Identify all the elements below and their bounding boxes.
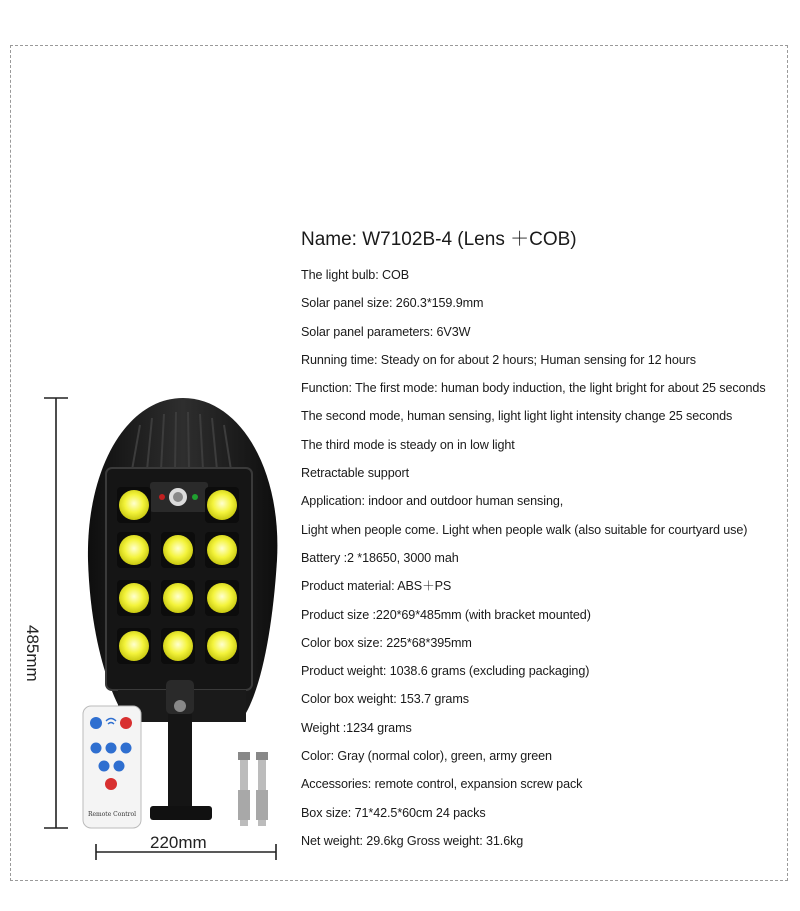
width-dimension-label: 220mm xyxy=(150,833,207,852)
product-name: Name: W7102B-4 (Lens ＋COB) xyxy=(301,229,577,250)
spec-line: Product size :220*69*485mm (with bracket mounted) xyxy=(301,607,591,622)
spec-line: Solar panel parameters: 6V3W xyxy=(301,324,471,339)
spec-list xyxy=(301,225,796,855)
spec-line: Box size: 71*42.5*60cm 24 packs xyxy=(301,805,486,820)
spec-line: Application: indoor and outdoor human sensing, xyxy=(301,494,564,509)
product-image xyxy=(0,0,300,911)
spec-line: Retractable support xyxy=(301,466,410,481)
spec-line: Function: The first mode: human body induction, the light bright for about 25 seconds xyxy=(301,381,766,396)
spec-line: Product material: ABS＋PS xyxy=(301,579,452,594)
height-dimension-label: 485mm xyxy=(23,625,42,682)
expansion-screws xyxy=(238,752,268,826)
spec-line: Solar panel size: 260.3*159.9mm xyxy=(301,296,484,311)
spec-line: Color: Gray (normal color), green, army green xyxy=(301,749,552,764)
spec-line: Weight :1234 grams xyxy=(301,720,412,735)
spec-line: The third mode is steady on in low light xyxy=(301,437,515,452)
spec-line: The second mode, human sensing, light light light intensity change 25 seconds xyxy=(301,409,733,424)
spec-line: The light bulb: COB xyxy=(301,268,410,282)
spec-line: Battery :2 *18650, 3000 mah xyxy=(301,550,459,565)
spec-line: Product weight: 1038.6 grams (excluding packaging) xyxy=(301,664,590,679)
spec-line: Running time: Steady on for about 2 hours; Human sensing for 12 hours xyxy=(301,352,696,367)
spec-line: Light when people come. Light when people walk (also suitable for courtyard use) xyxy=(301,522,748,537)
spec-line: Color box weight: 153.7 grams xyxy=(301,692,469,707)
spec-line: Net weight: 29.6kg Gross weight: 31.6kg xyxy=(301,833,524,848)
height-dimension-line xyxy=(44,398,68,828)
remote-control xyxy=(83,706,141,828)
spec-line: Accessories: remote control, expansion screw pack xyxy=(301,777,583,792)
remote-label: Remote Control xyxy=(87,811,137,818)
spec-line: Color box size: 225*68*395mm xyxy=(301,635,472,650)
